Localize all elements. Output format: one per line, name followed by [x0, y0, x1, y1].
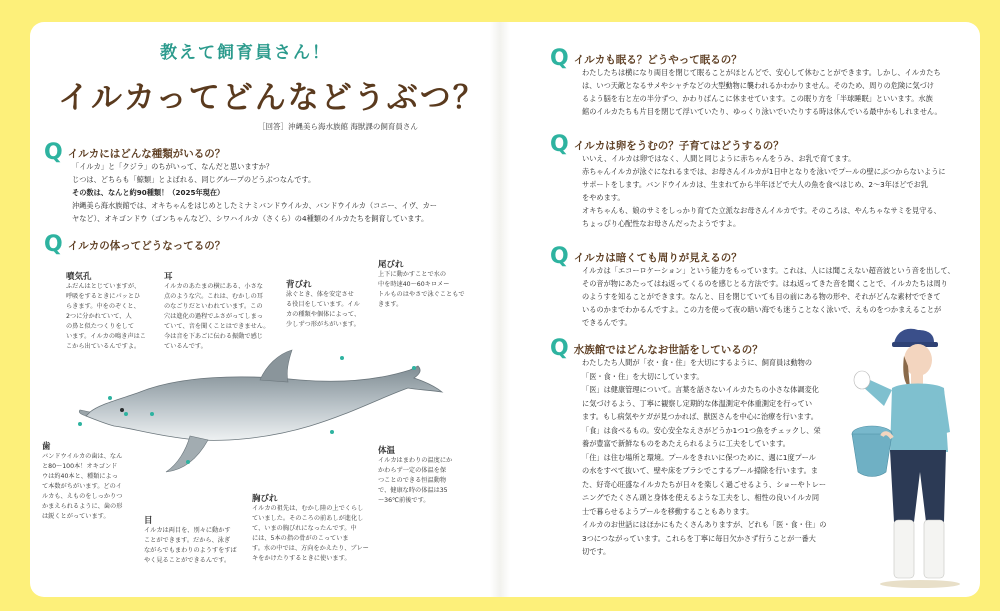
answer-line: その数は、なんと約90種類！（2025年現在）: [72, 188, 225, 197]
label-line: かわらず一定の体温を保: [378, 467, 447, 474]
dorsal-marker-icon: [340, 356, 344, 360]
question-care-text: 水族館ではどんなお世話をしているの？: [573, 343, 763, 356]
label-line: ているんです。: [164, 343, 207, 350]
answer-line: に気づけるよう、丁寧に観察し定期的な体温測定や体重測定を行ってい: [582, 398, 813, 408]
question-birth-text: イルカは卵をうむの？子育てはどうするの？: [573, 139, 784, 152]
label-title: 歯: [42, 442, 51, 452]
answer-care: [582, 356, 852, 559]
answer-line: ヤなど）、オキゴンドウ（ゴンちゃんなど）、シワハイルカ（さくら）の4種類のイルカたちを飼育しています。: [72, 214, 429, 223]
label-text: [286, 290, 372, 330]
answer-types: [72, 160, 472, 225]
answer-credit: ［回答］沖縄美ら海水族館 海獣課の飼育員さん: [258, 122, 418, 131]
q-mark-icon: Q: [550, 132, 569, 157]
label-line: かまえられるように、歯の形: [42, 503, 123, 510]
answer-line: 館のイルカたちも片目を閉じて浮いていたり、ゆっくり泳いでいたりする時は休んでいる最中かもしれません。: [582, 107, 942, 116]
label-line: きます。: [378, 301, 403, 308]
label-line: ウは約40本と、種類によっ: [42, 473, 118, 480]
label-eye: [144, 514, 248, 566]
answer-line: は、いつ天敵となるサメやシャチなどの大型動物に襲われるかわかりません。そのため、周りの危険に気づけ: [582, 81, 934, 90]
answer-line: 赤ちゃんイルカが泳ぐになれるまでは、お母さんイルカが1日中となりを泳いでプールの壁にぶつからないように: [582, 167, 946, 176]
label-line: 穴は進化の過程でふさがってしまっ: [164, 313, 263, 320]
answer-line: じつは、どちらも「鯨類」とよばれる、同じグループのどうぶつなんです。: [72, 175, 316, 184]
q-mark-icon: Q: [44, 140, 63, 165]
answer-line: 沖縄美ら海水族館では、オキちゃんをはじめとしたミナミバンドウイルカ、バンドウイルカ（コニー、イヴ、カー: [72, 201, 437, 210]
label-line: キをかけたりするときに使います。: [252, 555, 351, 562]
ear-marker-icon: [150, 412, 154, 416]
label-line: ふだんはとじていますが、: [66, 283, 141, 290]
answer-line: た、好奇心旺盛なイルカたちが日々を楽しく過ごせるよう、ショーやトレー: [582, 479, 827, 489]
label-line: る役目をしています。イル: [286, 301, 360, 308]
answer-echolocation: [582, 264, 974, 329]
label-text: [144, 526, 248, 566]
answer-line: 「住」は住む場所と環境。プールをきれいに保つために、週に1度プール: [582, 452, 816, 462]
label-line: の鼻と似たつくりをして: [66, 323, 135, 330]
answer-line: できるんです。: [582, 318, 632, 327]
label-teeth: [42, 440, 132, 522]
q-mark-icon: Q: [44, 232, 63, 257]
label-line: やく見ることができるんです。: [144, 557, 231, 564]
answer-line: るよう脳を右と左の半分ずつ、かわりばんこに休ませています。この眠り方を「半球睡眠」といいます。水族: [582, 94, 933, 103]
label-text: [164, 282, 274, 352]
label-dorsal-fin: [286, 278, 372, 330]
label-text: [42, 452, 132, 522]
answer-line: 3つにつながっています。これらを丁寧に毎日欠かさず行うことが一番大: [582, 533, 816, 543]
label-title: 目: [144, 516, 153, 526]
blowhole-marker-icon: [108, 396, 112, 400]
label-line: つことのできる恒温動物: [378, 477, 447, 484]
label-line: イルカは両目を、別々に動かす: [144, 527, 231, 534]
label-line: 〜36℃前後です。: [378, 497, 430, 504]
answer-line: サポートをします。バンドウイルカは、生まれてから半年ほどで大人の魚を食べはじめ、2〜3年ほどでお乳: [582, 180, 928, 189]
answer-line: をやめます。: [582, 193, 625, 202]
answer-line: 養が豊富で新鮮なものをあたえられるように工夫をしています。: [582, 439, 790, 448]
label-line: て本数がちがいます。どのイ: [42, 483, 122, 490]
label-title: 胸びれ: [252, 494, 278, 504]
q-mark-icon: Q: [550, 244, 569, 269]
answer-line: いるのかまでわかるんですよ。この力を使って夜の暗い海でも迷うことなく泳いで、えものをつかまえることが: [582, 305, 942, 314]
label-title: 尾びれ: [378, 260, 404, 270]
question-body-text: イルカの体ってどうなってるの？: [67, 239, 226, 252]
eye-marker-icon: [124, 412, 128, 416]
label-line: て、いまの胸びれになったんです。中: [252, 525, 357, 532]
label-line: らきます。中をのぞくと、: [66, 303, 140, 310]
zookeeper-illustration: [848, 322, 968, 590]
label-line: 中を時速40〜60キロメー: [378, 281, 450, 288]
question-types-text: イルカにはどんな種類がいるの？: [67, 147, 226, 160]
label-text: [66, 282, 152, 352]
page-title: イルカってどんなどうぶつ？: [58, 80, 486, 116]
answer-line: の水をすべて抜いて、壁や床をブラシでこするプール掃除を行います。ま: [582, 466, 818, 475]
answer-sleep: [582, 66, 974, 118]
label-line: す。水の中では、方向をかえたり、ブレー: [252, 545, 369, 552]
label-line: ルカも、えものをしっかりつ: [42, 493, 123, 500]
answer-line: 「食」は食べるもの。安心安全なえさがどうか1つ1つ魚をチェックし、栄: [582, 425, 821, 435]
temp-marker-icon: [330, 430, 334, 434]
label-line: 2つに分かれていて、人: [66, 313, 132, 320]
answer-line: ニングでたくさん頭と身体を使えるような工夫をし、相性の良いイルカ同: [582, 493, 820, 502]
book-gutter: [490, 22, 510, 597]
label-body-temperature: [378, 444, 470, 506]
answer-line: 切です。: [582, 547, 611, 556]
label-line: ていて、音を聞くことはできません。: [164, 323, 270, 330]
q-mark-icon: Q: [550, 336, 569, 361]
question-echolocation-text: イルカは暗くても周りが見えるの？: [573, 251, 742, 264]
label-text: [378, 456, 470, 506]
label-line: こから出ているんですよ。: [66, 343, 141, 350]
tail-marker-icon: [412, 366, 416, 370]
question-body: [44, 234, 225, 256]
page-subtitle: 教えて飼育員さん！: [160, 43, 331, 63]
label-line: イルカはまわりの温度にか: [378, 457, 453, 464]
label-text: [378, 270, 470, 310]
label-line: で、健康な時の体温は35: [378, 487, 448, 494]
label-line: 上下に動かすことで水の: [378, 271, 447, 278]
question-sleep-text: イルカも眠る？どうやって眠るの？: [573, 53, 742, 66]
answer-line: 「医・食・住」を大切にしています。: [582, 371, 704, 381]
label-line: います。イルカの鳴き声はこ: [66, 333, 146, 340]
label-text: [252, 504, 370, 564]
label-line: イルカのあたまの横にある、小さな: [164, 283, 263, 290]
answer-line: わたしたち人間が「衣・食・住」を大切にするように、飼育員は動物の: [582, 358, 813, 367]
answer-line: いいえ、イルカは卵ではなく、人間と同じように赤ちゃんをうみ、お乳で育てます。: [582, 154, 856, 163]
label-line: 点のような穴。これは、むかしの耳: [164, 293, 263, 300]
label-line: 泳ぐとき、体を安定させ: [286, 291, 354, 298]
label-pectoral-fin: [252, 492, 370, 564]
teeth-marker-icon: [78, 422, 82, 426]
label-line: は鋭くとがっています。: [42, 513, 110, 520]
answer-line: イルカのお世話にはほかにもたくさんありますが、どれも「医・食・住」の: [582, 520, 827, 529]
label-line: と80〜100本！オキゴンド: [42, 463, 118, 470]
answer-line: ます。もし病気やケガが見つかれば、獣医さんを中心に治療を行います。: [582, 412, 818, 421]
answer-line: 「医」は健康管理について。言葉を話さないイルカたちの小さな体調変化: [582, 385, 819, 394]
flipper-marker-icon: [186, 460, 190, 464]
answer-line: わたしたちは横になり両目を閉じて眠ることがほとんどで、安心して休むことができます。しかし、イルカたち: [582, 68, 941, 77]
q-mark-icon: Q: [550, 46, 569, 71]
label-title: 耳: [164, 272, 173, 282]
answer-line: のようすを知ることができます。なんと、目を閉じていても目の前にある物の形や、それがどんな素材でできて: [582, 292, 941, 301]
label-line: ことができます。だから、泳ぎ: [144, 537, 231, 544]
label-title: 背びれ: [286, 280, 312, 290]
answer-line: オキちゃんも、娘のサミをしっかり育てた立派なお母さんイルカです。そのころは、やんちゃなサミを見守る、: [582, 206, 941, 215]
answer-line: イルカは「エコーロケーション」という能力をもっています。これは、人には聞こえない超音波という音を出して、: [582, 266, 955, 275]
label-line: イルカの祖先は、むかし陸の上でくらし: [252, 505, 364, 512]
answer-line: その音が物にあたってはね返ってくるのを感じとる方法です。はね返ってきた音を聞くことで、イルカたちは周り: [582, 279, 948, 288]
label-ear: [164, 270, 274, 352]
label-title: 体温: [378, 446, 396, 456]
answer-line: 士で暮らせるようプールを移動することもあります。: [582, 506, 754, 516]
label-line: ながらでもまわりのようすをすば: [144, 547, 237, 554]
label-tail-fin: [378, 258, 470, 310]
label-line: 少しずつ形がちがいます。: [286, 321, 360, 328]
answer-line: ちょっぴり心配性なお母さんだったようですよ。: [582, 219, 741, 228]
label-line: ていました。そのころの前あしが進化し: [252, 515, 364, 522]
label-line: 呼吸をするときにパッとひ: [66, 293, 141, 300]
label-line: トルものはやさで泳ぐこともで: [378, 291, 465, 298]
label-line: 今は音を下あごに伝わる振動で感じ: [164, 333, 263, 340]
answer-birth: [582, 152, 974, 230]
label-blowhole: [66, 270, 152, 352]
label-line: のなごりだといわれています。この: [164, 303, 263, 310]
label-line: には、5本の指の骨がのこっていま: [252, 535, 349, 542]
label-line: バンドウイルカの歯は、なん: [42, 453, 123, 460]
answer-line: 「イルカ」と「クジラ」のちがいって、なんだと思いますか？: [72, 162, 274, 171]
label-line: カの種類や個体によって、: [286, 311, 361, 318]
label-title: 噴気孔: [66, 272, 92, 282]
